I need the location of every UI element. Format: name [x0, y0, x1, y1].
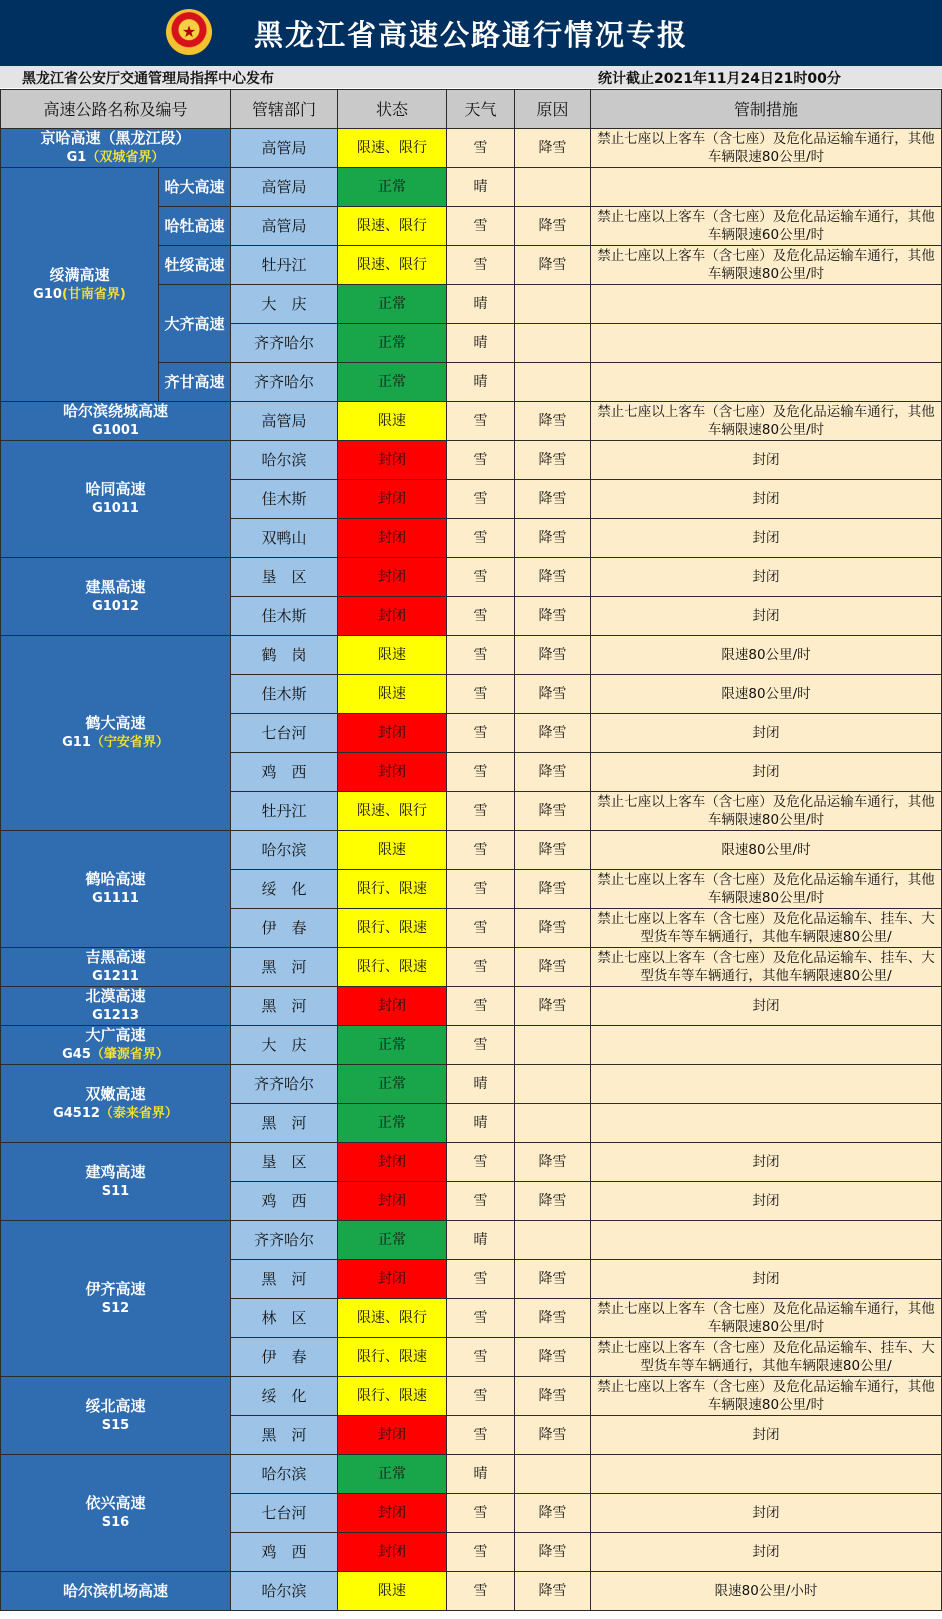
weather-cell: 雪 — [447, 831, 515, 870]
weather-cell: 雪 — [447, 948, 515, 987]
status-cell: 限行、限速 — [338, 1338, 447, 1377]
weather-cell: 雪 — [447, 246, 515, 285]
sub-road-cell: 牡绥高速 — [159, 246, 231, 285]
road-name: 鹤大高速 — [85, 714, 146, 732]
dept-cell: 七台河 — [231, 1494, 338, 1533]
road-code: G45 — [62, 1047, 91, 1062]
sub-road-cell: 哈大高速 — [159, 168, 231, 207]
reason-cell: 降雪 — [515, 597, 591, 636]
measure-cell: 封闭 — [591, 1260, 942, 1299]
measure-cell: 禁止七座以上客车（含七座）及危化品运输车通行，其他车辆限速80公里/时 — [591, 792, 942, 831]
measure-cell: 禁止七座以上客车（含七座）及危化品运输车通行，其他车辆限速80公里/时 — [591, 402, 942, 441]
status-cell: 封闭 — [338, 1182, 447, 1221]
measure-cell — [591, 1026, 942, 1065]
reason-cell: 降雪 — [515, 129, 591, 168]
dept-cell: 黑 河 — [231, 948, 338, 987]
road-code: G11 — [62, 735, 91, 750]
weather-cell: 晴 — [447, 1065, 515, 1104]
road-code: G1 — [66, 150, 87, 165]
status-cell: 封闭 — [338, 441, 447, 480]
status-cell: 封闭 — [338, 1533, 447, 1572]
measure-cell: 限速80公里/小时 — [591, 1572, 942, 1611]
dept-cell: 齐齐哈尔 — [231, 363, 338, 402]
reason-cell — [515, 285, 591, 324]
road-name-cell — [1, 636, 231, 831]
dept-cell: 垦 区 — [231, 1143, 338, 1182]
road-code-line — [1, 967, 230, 986]
road-name: 哈同高速 — [85, 480, 146, 498]
measure-cell: 封闭 — [591, 480, 942, 519]
dept-cell: 黑 河 — [231, 1416, 338, 1455]
dept-cell: 齐齐哈尔 — [231, 1065, 338, 1104]
reason-cell: 降雪 — [515, 714, 591, 753]
measure-cell: 禁止七座以上客车（含七座）及危化品运输车、挂车、大型货车等车辆通行，其他车辆限速80公里/ — [591, 1338, 942, 1377]
reason-cell: 降雪 — [515, 402, 591, 441]
status-cell: 限行、限速 — [338, 948, 447, 987]
table-row — [1, 987, 942, 1026]
status-cell: 封闭 — [338, 597, 447, 636]
dept-cell: 大 庆 — [231, 285, 338, 324]
road-code-line — [1, 889, 230, 908]
weather-cell: 雪 — [447, 1143, 515, 1182]
weather-cell: 雪 — [447, 1338, 515, 1377]
weather-cell: 雪 — [447, 519, 515, 558]
measure-cell — [591, 363, 942, 402]
dept-cell: 高管局 — [231, 207, 338, 246]
road-name-cell — [1, 129, 231, 168]
measure-cell: 禁止七座以上客车（含七座）及危化品运输车、挂车、大型货车等车辆通行，其他车辆限速80公里/ — [591, 948, 942, 987]
weather-cell: 雪 — [447, 1182, 515, 1221]
dept-cell: 伊 春 — [231, 909, 338, 948]
dept-cell: 伊 春 — [231, 1338, 338, 1377]
road-code-line — [1, 1045, 230, 1064]
dept-cell: 垦 区 — [231, 558, 338, 597]
measure-cell: 禁止七座以上客车（含七座）及危化品运输车通行，其他车辆限速60公里/时 — [591, 207, 942, 246]
road-name: 北漠高速 — [85, 987, 146, 1005]
table-row — [1, 1221, 942, 1260]
reason-cell: 降雪 — [515, 675, 591, 714]
status-cell: 限速 — [338, 636, 447, 675]
measure-cell — [591, 324, 942, 363]
publisher-text: 黑龙江省公安厅交通管理局指挥中心发布 — [22, 71, 274, 87]
stat-time-text: 统计截止2021年11月24日21时00分 — [598, 71, 841, 87]
weather-cell: 雪 — [447, 558, 515, 597]
road-code-line — [1, 148, 230, 167]
weather-cell: 雪 — [447, 753, 515, 792]
road-name: 哈尔滨机场高速 — [63, 1581, 169, 1600]
measure-cell: 封闭 — [591, 714, 942, 753]
road-border-note: （肇源省界） — [90, 1047, 169, 1062]
traffic-table — [0, 89, 942, 1611]
reason-cell: 降雪 — [515, 1338, 591, 1377]
road-code: G1111 — [92, 891, 139, 906]
table-row — [1, 1026, 942, 1065]
weather-cell: 雪 — [447, 909, 515, 948]
reason-cell: 降雪 — [515, 519, 591, 558]
table-row — [1, 1143, 942, 1182]
reason-cell: 降雪 — [515, 909, 591, 948]
reason-cell: 降雪 — [515, 1416, 591, 1455]
road-code: S16 — [101, 1515, 130, 1530]
table-row — [1, 168, 942, 207]
dept-cell: 黑 河 — [231, 1260, 338, 1299]
status-cell: 限行、限速 — [338, 1377, 447, 1416]
road-name-cell — [1, 987, 231, 1026]
measure-cell: 禁止七座以上客车（含七座）及危化品运输车通行，其他车辆限速80公里/时 — [591, 129, 942, 168]
road-name: 大广高速 — [85, 1026, 146, 1044]
road-name-cell — [1, 1455, 231, 1572]
col-header-road: 高速公路名称及编号 — [1, 90, 231, 129]
status-cell: 正常 — [338, 1065, 447, 1104]
col-header-status: 状态 — [338, 90, 447, 129]
measure-cell: 禁止七座以上客车（含七座）及危化品运输车、挂车、大型货车等车辆通行，其他车辆限速80公里/ — [591, 909, 942, 948]
status-cell: 封闭 — [338, 1143, 447, 1182]
sub-road-cell: 哈牡高速 — [159, 207, 231, 246]
dept-cell: 鹤 岗 — [231, 636, 338, 675]
dept-cell: 哈尔滨 — [231, 441, 338, 480]
road-code: G1011 — [92, 501, 139, 516]
reason-cell: 降雪 — [515, 207, 591, 246]
status-cell: 限速 — [338, 831, 447, 870]
road-code: S12 — [101, 1300, 130, 1316]
road-name-cell — [1, 1572, 231, 1611]
status-cell: 封闭 — [338, 519, 447, 558]
measure-cell: 限速80公里/时 — [591, 831, 942, 870]
road-code: G1213 — [92, 1008, 139, 1023]
weather-cell: 晴 — [447, 363, 515, 402]
dept-cell: 鸡 西 — [231, 753, 338, 792]
reason-cell: 降雪 — [515, 636, 591, 675]
dept-cell: 绥 化 — [231, 1377, 338, 1416]
reason-cell — [515, 1065, 591, 1104]
table-row — [1, 1455, 942, 1494]
road-name-cell — [1, 1377, 231, 1455]
road-name: 双嫩高速 — [85, 1084, 146, 1103]
measure-cell: 封闭 — [591, 597, 942, 636]
status-cell: 限速、限行 — [338, 246, 447, 285]
reason-cell: 降雪 — [515, 441, 591, 480]
dept-cell: 哈尔滨 — [231, 1572, 338, 1611]
road-code-line — [1, 1416, 230, 1435]
status-cell: 封闭 — [338, 714, 447, 753]
dept-cell: 七台河 — [231, 714, 338, 753]
weather-cell: 雪 — [447, 441, 515, 480]
weather-cell: 雪 — [447, 675, 515, 714]
reason-cell: 降雪 — [515, 1260, 591, 1299]
reason-cell: 降雪 — [515, 753, 591, 792]
reason-cell: 降雪 — [515, 870, 591, 909]
road-name: 京哈高速（黑龙江段） — [40, 129, 191, 147]
reason-cell — [515, 168, 591, 207]
reason-cell — [515, 1221, 591, 1260]
status-cell: 封闭 — [338, 558, 447, 597]
dept-cell: 齐齐哈尔 — [231, 1221, 338, 1260]
weather-cell: 雪 — [447, 636, 515, 675]
reason-cell: 降雪 — [515, 1572, 591, 1611]
reason-cell: 降雪 — [515, 792, 591, 831]
road-code: G1211 — [92, 969, 139, 984]
weather-cell: 雪 — [447, 1026, 515, 1065]
measure-cell: 封闭 — [591, 558, 942, 597]
status-cell: 正常 — [338, 1221, 447, 1260]
dept-cell: 哈尔滨 — [231, 1455, 338, 1494]
dept-cell: 双鸭山 — [231, 519, 338, 558]
status-cell: 封闭 — [338, 1260, 447, 1299]
road-name-cell — [1, 948, 231, 987]
table-row — [1, 1065, 942, 1104]
status-cell: 封闭 — [338, 987, 447, 1026]
reason-cell: 降雪 — [515, 1182, 591, 1221]
table-row — [1, 636, 942, 675]
measure-cell: 封闭 — [591, 1143, 942, 1182]
road-name: 建黑高速 — [85, 577, 146, 596]
road-name: 绥满高速 — [49, 265, 110, 284]
dept-cell: 黑 河 — [231, 1104, 338, 1143]
status-cell: 正常 — [338, 1455, 447, 1494]
weather-cell: 晴 — [447, 1455, 515, 1494]
road-code-line — [1, 499, 230, 518]
reason-cell: 降雪 — [515, 987, 591, 1026]
sub-road-cell: 大齐高速 — [159, 285, 231, 363]
weather-cell: 雪 — [447, 402, 515, 441]
status-cell: 封闭 — [338, 1416, 447, 1455]
reason-cell: 降雪 — [515, 1494, 591, 1533]
weather-cell: 雪 — [447, 1533, 515, 1572]
road-code: G10 — [33, 286, 62, 302]
table-header-row — [1, 90, 942, 129]
measure-cell: 封闭 — [591, 1416, 942, 1455]
reason-cell: 降雪 — [515, 1143, 591, 1182]
measure-cell — [591, 1455, 942, 1494]
road-code-line — [1, 1299, 230, 1318]
weather-cell: 雪 — [447, 987, 515, 1026]
road-code: S11 — [101, 1183, 130, 1199]
road-name: 伊齐高速 — [85, 1279, 146, 1298]
road-border-note: (甘南省界) — [61, 286, 126, 302]
reason-cell — [515, 324, 591, 363]
sub-road-cell: 齐甘高速 — [159, 363, 231, 402]
table-row — [1, 831, 942, 870]
road-code-line — [1, 1006, 230, 1025]
weather-cell: 雪 — [447, 1416, 515, 1455]
measure-cell: 封闭 — [591, 1494, 942, 1533]
dept-cell: 绥 化 — [231, 870, 338, 909]
measure-cell: 封闭 — [591, 519, 942, 558]
status-cell: 封闭 — [338, 480, 447, 519]
measure-cell: 禁止七座以上客车（含七座）及危化品运输车通行，其他车辆限速80公里/时 — [591, 1377, 942, 1416]
weather-cell: 雪 — [447, 129, 515, 168]
weather-cell: 雪 — [447, 714, 515, 753]
dept-cell: 高管局 — [231, 129, 338, 168]
road-code-line — [1, 421, 230, 440]
measure-cell: 禁止七座以上客车（含七座）及危化品运输车通行，其他车辆限速80公里/时 — [591, 870, 942, 909]
road-name-cell — [1, 1221, 231, 1377]
dept-cell: 齐齐哈尔 — [231, 324, 338, 363]
road-name-cell — [1, 558, 231, 636]
dept-cell: 佳木斯 — [231, 675, 338, 714]
road-name-cell — [1, 441, 231, 558]
dept-cell: 林 区 — [231, 1299, 338, 1338]
measure-cell: 封闭 — [591, 1533, 942, 1572]
measure-cell: 封闭 — [591, 753, 942, 792]
road-code: G4512 — [53, 1105, 100, 1121]
road-name: 吉黑高速 — [85, 948, 146, 966]
status-cell: 正常 — [338, 285, 447, 324]
road-code: G1012 — [92, 598, 139, 614]
police-emblem-icon: ★ — [166, 9, 212, 55]
measure-cell — [591, 285, 942, 324]
reason-cell — [515, 1455, 591, 1494]
reason-cell: 降雪 — [515, 1299, 591, 1338]
status-cell: 限速、限行 — [338, 207, 447, 246]
status-cell: 限速 — [338, 675, 447, 714]
weather-cell: 晴 — [447, 285, 515, 324]
status-cell: 封闭 — [338, 1494, 447, 1533]
table-row — [1, 402, 942, 441]
table-row — [1, 1377, 942, 1416]
table-row — [1, 441, 942, 480]
weather-cell: 雪 — [447, 1377, 515, 1416]
road-code-line — [1, 1513, 230, 1532]
dept-cell: 黑 河 — [231, 987, 338, 1026]
report-header — [0, 0, 942, 66]
road-code: G1001 — [92, 423, 139, 438]
road-name: 鹤哈高速 — [85, 870, 146, 888]
dept-cell: 牡丹江 — [231, 246, 338, 285]
weather-cell: 晴 — [447, 324, 515, 363]
status-cell: 正常 — [338, 363, 447, 402]
road-name: 绥北高速 — [85, 1396, 146, 1415]
measure-cell — [591, 168, 942, 207]
weather-cell: 晴 — [447, 1221, 515, 1260]
road-name: 依兴高速 — [85, 1494, 146, 1512]
weather-cell: 雪 — [447, 1260, 515, 1299]
weather-cell: 晴 — [447, 168, 515, 207]
road-name: 哈尔滨绕城高速 — [63, 402, 169, 420]
table-row — [1, 948, 942, 987]
measure-cell — [591, 1065, 942, 1104]
status-cell: 限速 — [338, 1572, 447, 1611]
measure-cell — [591, 1221, 942, 1260]
road-border-note: （宁安省界） — [90, 735, 169, 750]
col-header-dept: 管辖部门 — [231, 90, 338, 129]
reason-cell: 降雪 — [515, 480, 591, 519]
status-cell: 限速、限行 — [338, 129, 447, 168]
table-row — [1, 1572, 942, 1611]
status-cell: 限速、限行 — [338, 1299, 447, 1338]
status-cell: 限速、限行 — [338, 792, 447, 831]
status-cell: 封闭 — [338, 753, 447, 792]
weather-cell: 雪 — [447, 597, 515, 636]
weather-cell: 雪 — [447, 792, 515, 831]
reason-cell: 降雪 — [515, 1377, 591, 1416]
weather-cell: 雪 — [447, 1494, 515, 1533]
dept-cell: 大 庆 — [231, 1026, 338, 1065]
road-border-note: （双城省界） — [86, 150, 165, 165]
status-cell: 限行、限速 — [338, 870, 447, 909]
measure-cell: 限速80公里/时 — [591, 636, 942, 675]
reason-cell — [515, 1104, 591, 1143]
dept-cell: 高管局 — [231, 168, 338, 207]
road-code-line — [1, 733, 230, 752]
table-row — [1, 129, 942, 168]
status-cell: 正常 — [338, 168, 447, 207]
dept-cell: 哈尔滨 — [231, 831, 338, 870]
road-code-line — [1, 1182, 230, 1201]
dept-cell: 鸡 西 — [231, 1182, 338, 1221]
status-cell: 正常 — [338, 1026, 447, 1065]
col-header-weather: 天气 — [447, 90, 515, 129]
reason-cell — [515, 363, 591, 402]
weather-cell: 雪 — [447, 870, 515, 909]
weather-cell: 雪 — [447, 207, 515, 246]
road-name-cell — [1, 402, 231, 441]
reason-cell — [515, 1026, 591, 1065]
road-name-cell — [1, 168, 159, 402]
road-code-line — [1, 1104, 230, 1123]
measure-cell — [591, 1104, 942, 1143]
status-cell: 限速 — [338, 402, 447, 441]
road-code-line — [1, 285, 158, 304]
road-name-cell — [1, 1026, 231, 1065]
reason-cell: 降雪 — [515, 246, 591, 285]
weather-cell: 雪 — [447, 1572, 515, 1611]
reason-cell: 降雪 — [515, 558, 591, 597]
dept-cell: 牡丹江 — [231, 792, 338, 831]
road-name-cell — [1, 831, 231, 948]
road-name-cell — [1, 1065, 231, 1143]
measure-cell: 封闭 — [591, 441, 942, 480]
reason-cell: 降雪 — [515, 1533, 591, 1572]
measure-cell: 限速80公里/时 — [591, 675, 942, 714]
status-cell: 正常 — [338, 1104, 447, 1143]
report-title: 黑龙江省高速公路通行情况专报 — [253, 17, 688, 52]
road-code: S15 — [101, 1417, 130, 1433]
dept-cell: 鸡 西 — [231, 1533, 338, 1572]
status-cell: 限行、限速 — [338, 909, 447, 948]
dept-cell: 高管局 — [231, 402, 338, 441]
measure-cell: 禁止七座以上客车（含七座）及危化品运输车通行，其他车辆限速80公里/时 — [591, 1299, 942, 1338]
reason-cell: 降雪 — [515, 948, 591, 987]
road-code-line — [1, 597, 230, 616]
dept-cell: 佳木斯 — [231, 597, 338, 636]
weather-cell: 晴 — [447, 1104, 515, 1143]
road-name: 建鸡高速 — [85, 1162, 146, 1181]
col-header-reason: 原因 — [515, 90, 591, 129]
table-row — [1, 558, 942, 597]
road-name-cell — [1, 1143, 231, 1221]
weather-cell: 雪 — [447, 1299, 515, 1338]
road-border-note: （泰来省界） — [99, 1105, 178, 1121]
measure-cell: 封闭 — [591, 1182, 942, 1221]
dept-cell: 佳木斯 — [231, 480, 338, 519]
info-bar — [0, 66, 942, 88]
weather-cell: 雪 — [447, 480, 515, 519]
measure-cell: 封闭 — [591, 987, 942, 1026]
measure-cell: 禁止七座以上客车（含七座）及危化品运输车通行，其他车辆限速80公里/时 — [591, 246, 942, 285]
status-cell: 正常 — [338, 324, 447, 363]
col-header-measure: 管制措施 — [591, 90, 942, 129]
reason-cell: 降雪 — [515, 831, 591, 870]
